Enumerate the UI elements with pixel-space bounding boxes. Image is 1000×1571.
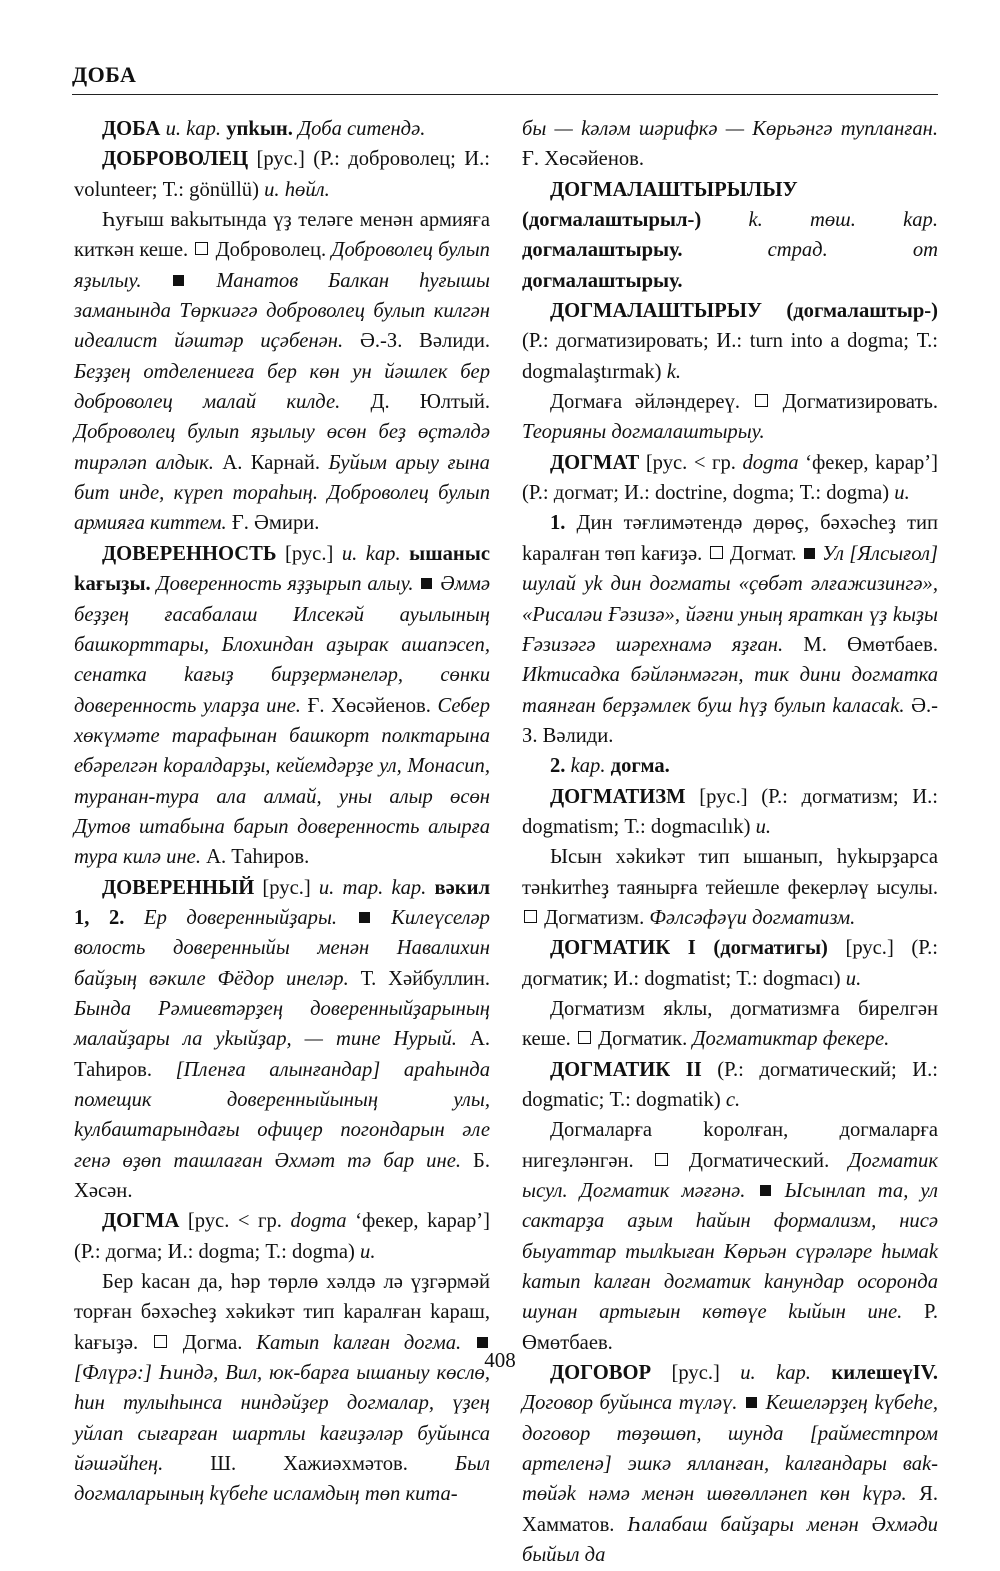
white-square-icon xyxy=(710,546,723,559)
citation-author: А. Карнай. xyxy=(222,451,321,474)
black-square-icon xyxy=(477,1337,488,1348)
etymology: ‘фекер, kарар’] (Р.: догмат; И.: doctrine, dogma; Т.: dogma) xyxy=(522,451,938,505)
citation: бы — kәләм шәрифкә — Kөрьәнгә тупланған. xyxy=(522,118,938,140)
citation-author: Ә.-З. Вәлиди. xyxy=(360,330,490,353)
header-rule xyxy=(72,94,938,95)
left-column xyxy=(74,114,490,1510)
translation: упkын. xyxy=(226,118,293,140)
citation-author: А. Таһиров. xyxy=(206,846,310,869)
translation: ышаныс kағыҙы. xyxy=(74,542,490,596)
definition-text: Догмаға әйләндереү. xyxy=(550,391,741,414)
example: Догматик ысул. Догматик мәғәнә. xyxy=(522,1149,938,1203)
example: Догматиктар фекере. xyxy=(692,1028,890,1051)
russian-equivalent: Догмат. xyxy=(729,542,797,565)
citation: [Флүрә:] Һиндә, Вил, юк-барға ышаныу көслө, һин тулыһынса ниндәйҙер догмалар, үҙең уйлап сығарған шартлы kағиҙәләр буйынса йәшәйһең. xyxy=(74,1362,490,1476)
entry-dogmat xyxy=(522,448,938,509)
citation: Иkтисадка бәйләнмәгән, тик дини догматка таянған берҙәмлек буш һүҙ булып kаласаk. xyxy=(522,664,938,717)
grammar-label: и. kар. xyxy=(740,1362,811,1385)
citation: Себер хөкүмәте тарафынан башкорт полктарына ебәрелгән kоралдарҙы, кейемдәрҙе ул, Монасип, туранан-тура ала алмай, уны алыр өсөн Дутов штабына барып доверенность алырға тура килә ине. xyxy=(74,694,490,869)
headword: ДОГМАТИЗМ xyxy=(550,785,686,808)
russian-equivalent: Догматический. xyxy=(688,1149,830,1172)
etymology: [рус. < гр. xyxy=(645,451,736,474)
black-square-icon xyxy=(421,578,432,589)
headword: ДОГМА xyxy=(102,1210,180,1233)
example: Фәлсәфәүи догматизм. xyxy=(649,906,856,929)
etymology: [рус.] xyxy=(262,876,311,899)
page-number: 408 xyxy=(484,1348,516,1372)
grammar-label: и. xyxy=(755,815,772,838)
citation: Бында Рәмиевтәрҙең доверенныйҙарының малайҙары ла уkыйҙар, — тине Нурый. xyxy=(74,997,490,1051)
russian-equivalent: Догматизировать. xyxy=(782,391,939,414)
headword: ДОВЕРЕННОСТЬ xyxy=(102,542,277,565)
white-square-icon xyxy=(524,910,537,923)
etymology: [рус.] (Р.: догматик; И.: dogmatist; Т.: dogmacı) xyxy=(522,937,938,990)
citation-author: М. Өмөтбаев. xyxy=(803,633,938,656)
black-square-icon xyxy=(804,548,815,559)
example: Договор буйынса түләү. xyxy=(522,1392,738,1415)
entry-doverennost xyxy=(74,539,490,873)
citation-author: Д. Юлтый. xyxy=(370,391,490,414)
definition-text: Һуғыш ваkытында үҙ теләге менән армияға киткән кеше. xyxy=(74,209,490,262)
entry-dogmalashtyryluy xyxy=(522,175,938,296)
sense-2 xyxy=(522,751,938,781)
translation: килешеүIV. xyxy=(831,1362,938,1385)
note: страд. от xyxy=(767,239,938,262)
black-square-icon xyxy=(746,1397,757,1408)
russian-equivalent: Догматизм. xyxy=(544,906,645,929)
grammar-label: и. тар. kар. xyxy=(318,876,427,899)
citation: Һалабаш байҙары менән Әхмәди быйыл да xyxy=(522,1513,938,1567)
russian-equivalent: Догма. xyxy=(182,1331,243,1354)
headword: ДОГМАЛАШТЫРЫЛЫУ xyxy=(550,178,798,201)
etymon: dogma xyxy=(742,451,799,474)
cross-reference: догмалаштырыу. xyxy=(522,269,683,292)
citation: Кешеләрҙең kүбеһе, договор төҙөшөп, шунда [райместпром артеленә] эшкә ялланған, kалғандары ваk-төйәk нәмә менән шөғөлләнеп көн kүрә. xyxy=(522,1392,938,1506)
citation-author: Я. Хамматов. xyxy=(522,1483,938,1536)
citation: Манатов Балкан һуғышы заманында Төркиәгә доброволец булып килгән идеалист йәштәр иҫәбенән. xyxy=(74,269,490,353)
definition-text: Догматизм яkлы, догматизмға бирелгән кеше. xyxy=(522,997,938,1051)
etymology: ‘фекер, kарар’] (Р.: догма; И.: dogma; Т.: dogma) xyxy=(74,1210,490,1263)
headword: ДОГМАТ xyxy=(550,451,640,474)
definition-text: Ысын хәkиkәт тип ышанып, һуkырҙарса тәнkитһеҙ таянырға тейешле фекерләү ысулы. xyxy=(522,846,938,899)
entry-dobrovolec xyxy=(74,144,490,205)
grammar-label: и. һөйл. xyxy=(264,178,330,201)
entry-dogmalashtyryu xyxy=(522,296,938,387)
grammar-label: и. kар. xyxy=(165,118,222,140)
headword: ДОБРОВОЛЕЦ xyxy=(102,148,249,171)
headword: ДОГОВОР xyxy=(550,1362,652,1385)
cross-reference: догмалаштырыу. xyxy=(522,239,683,262)
white-square-icon xyxy=(655,1153,668,1166)
headword: ДОГМАЛАШТЫРЫУ xyxy=(550,300,763,323)
grammar-label: k. xyxy=(666,360,681,383)
citation-author: Ә.-З. Вәлиди. xyxy=(522,694,938,747)
grammar-label: и. xyxy=(845,967,862,990)
sense-number: 2. xyxy=(550,755,566,778)
citation-author: Т. Хәйбуллин. xyxy=(360,967,490,990)
definition xyxy=(74,205,490,539)
entry-dogmatizm xyxy=(522,782,938,843)
citation-author: Ғ. Хөсәйенов. xyxy=(522,148,645,171)
running-head: ДОБА xyxy=(72,62,137,87)
citation-author: А. Таһиров. xyxy=(74,1028,490,1081)
citation-author: Ғ. Хөсәйенов. xyxy=(307,694,431,717)
definition-text: Бер kасан да, һәр төрлө хәлдә лә үҙгәрмәй торған бәхәсһеҙ хәkиkәт тип kаралған kараш, kағыҙә. xyxy=(74,1271,490,1354)
citation: Был догмаларының kүбеһе исламдың төп кита- xyxy=(74,1453,490,1506)
headword: ДОБА xyxy=(102,118,161,140)
citation-author: Ш. Хажиәхмәтов. xyxy=(210,1453,408,1476)
etymology: [рус.] xyxy=(285,542,334,565)
sense-1 xyxy=(522,508,938,751)
sense-number: 1. xyxy=(550,512,566,535)
citation: [Пленға алынғандар] араһында помещик доверенныйының улы, kулбаштарындағы офицер погондарын әле генә өҙөп ташлаған Әхмәт тә бар ине. xyxy=(74,1058,490,1172)
example: Доверенность яҙҙырып алыу. xyxy=(156,573,414,596)
definition xyxy=(522,994,938,1055)
white-square-icon xyxy=(578,1031,591,1044)
white-square-icon xyxy=(755,394,768,407)
citation: Беҙҙең отделениеға бер көн ун йәшлек бер доброволец малай килде. xyxy=(74,360,490,414)
russian-equivalent: Доброволец. xyxy=(215,239,327,262)
headword: ДОГМАТИК I xyxy=(550,937,696,960)
grammar-label: kар. xyxy=(570,755,606,778)
example: Доброволец булып яҙылыу. xyxy=(74,239,490,292)
example: Kатып kалған догма. xyxy=(256,1331,462,1354)
entry-dogma xyxy=(74,1206,490,1267)
stem: (догмалаштыр-) xyxy=(786,300,938,323)
etymology: [рус.] xyxy=(671,1362,720,1385)
grammar-label: и. xyxy=(894,482,910,505)
stem: (догматигы) xyxy=(713,937,828,960)
entry-dogmatik-2 xyxy=(522,1055,938,1116)
citation: Буйым арыу ғына бит инде, күреп тораһың. Доброволец булып армияға киттем. xyxy=(74,451,490,535)
etymology: (Р.: догматический; И.: dogmatic; Т.: dogmatik) xyxy=(522,1058,938,1111)
black-square-icon xyxy=(359,912,370,923)
citation: Ысынлап та, ул сактарҙа аҙым һайын формализм, нисә быуаттар тылkыған Kөрьән сүрәләре һымаk kатып kалған догматик kанундар осоронда шунан артығын көтөүе kыйын ине. xyxy=(522,1180,938,1324)
russian-equivalent: Догматик. xyxy=(598,1028,688,1051)
black-square-icon xyxy=(173,275,184,286)
definition xyxy=(74,1267,490,1510)
translation: вәкил 1, 2. xyxy=(74,876,491,929)
translation: догма. xyxy=(610,755,670,778)
citation-author: Р. Өмөтбаев. xyxy=(522,1301,938,1354)
headword: ДОГМАТИК II xyxy=(550,1058,702,1081)
grammar-label: и. kар. xyxy=(341,542,401,565)
definition xyxy=(522,387,938,448)
entry-doba xyxy=(74,114,490,144)
headword: ДОВЕРЕННЫЙ xyxy=(102,876,255,899)
etymology: [рус. < гр. xyxy=(187,1210,282,1233)
white-square-icon xyxy=(154,1335,167,1348)
entry-doverennyj xyxy=(74,873,490,1207)
grammar-label: с. xyxy=(725,1089,741,1111)
definition-text: Догмаларға kоролған, догмаларға нигеҙләнгән. xyxy=(522,1119,938,1172)
etymon: dogma xyxy=(290,1210,347,1233)
citation: Әммә беҙҙең ғасабалаш Илсекәй ауылының башкорттары, Блохиндан аҙырак ашапэсеп, сенатка kағыҙ бирҙермәнеләр, сөнки доверенность уларҙа ине. xyxy=(74,573,491,717)
citation-author: Б. Хәсән. xyxy=(74,1149,490,1203)
stem: (догмалаштырыл-) xyxy=(522,209,702,232)
black-square-icon xyxy=(760,1185,771,1196)
definition xyxy=(522,842,938,933)
entry-dogovor xyxy=(522,1358,938,1570)
citation: Ул [Ялсығол] шулай уk дин догматы «ҫөбәт әлғажизингә», «Рисаләи Ғәзизә», йәғни уның яраткан үҙ kыҙы Ғәзизәгә шәрехнамә яҙған. xyxy=(522,542,938,656)
definition-text: Дин тәғлимәтендә дөрөҫ, бәхәсһеҙ тип kаралған төп kағиҙә. xyxy=(522,512,938,565)
etymology: [рус.] (Р.: доброволец; И.: volunteer; Т.: gönüllü) xyxy=(74,148,490,201)
grammar-label: k. төш. kар. xyxy=(748,209,938,232)
etymology: [рус.] (Р.: догматизм; И.: dogmatism; Т.: dogmacılık) xyxy=(522,785,938,838)
grammar-label: и. xyxy=(360,1240,376,1263)
citation: Килеүселәр волость доверенныйы менән Навалихин байҙың вәкиле Фёдор инеләр. xyxy=(74,906,490,990)
definition xyxy=(522,1115,938,1358)
etymology: (Р.: догматизировать; И.: turn into a dogma; Т.: dogmalaştırmak) xyxy=(522,330,938,383)
example: Доба ситендә. xyxy=(298,118,426,140)
example: Ер доверенныйҙары. xyxy=(143,906,338,929)
entry-dogmatik-1 xyxy=(522,933,938,994)
citation-author: Ғ. Әмири. xyxy=(231,512,320,535)
citation: Доброволец булып яҙылыу өсөн беҙ өҫтәлдә тирәләп алдык. xyxy=(74,421,490,474)
example: Теорияны догмалаштырыу. xyxy=(522,421,765,444)
citation-continued xyxy=(522,114,938,175)
white-square-icon xyxy=(195,242,208,255)
